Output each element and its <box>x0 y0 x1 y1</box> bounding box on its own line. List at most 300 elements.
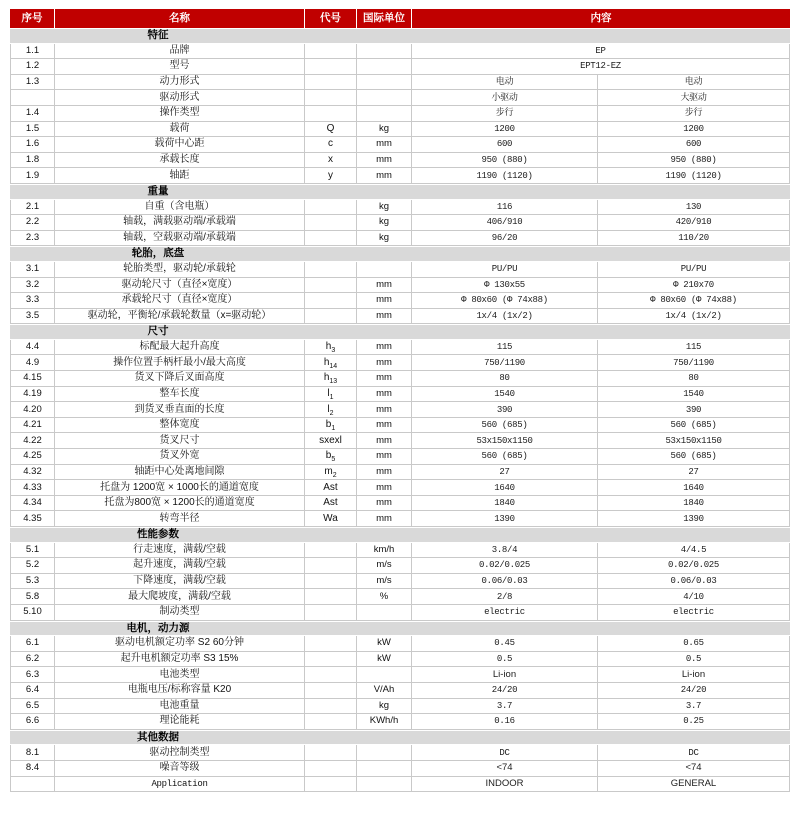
row-no: 4.9 <box>10 355 55 371</box>
section-row <box>10 28 790 44</box>
row-code-text: m <box>324 465 333 477</box>
section-title: 尺寸 <box>147 325 169 338</box>
table-row <box>10 90 790 106</box>
table-row <box>10 699 790 715</box>
row-code-text: sxexl <box>319 434 342 446</box>
row-code-subscript: 1 <box>329 393 334 401</box>
row-unit <box>357 605 412 621</box>
row-unit: mm <box>357 496 412 512</box>
row-no: 1.3 <box>10 75 55 91</box>
row-unit: mm <box>357 433 412 449</box>
row-unit <box>357 90 412 106</box>
row-code <box>305 543 357 559</box>
row-unit <box>357 777 412 793</box>
row-code <box>305 106 357 122</box>
row-unit: mm <box>357 387 412 403</box>
section-row <box>10 246 790 262</box>
row-code <box>305 714 357 730</box>
table-row <box>10 683 790 699</box>
row-no: 1.9 <box>10 168 55 184</box>
row-value-2: 大驱动 <box>598 90 790 106</box>
section-header-cell <box>10 730 790 746</box>
row-name: 承载长度 <box>55 153 305 169</box>
row-code <box>305 200 357 216</box>
row-value-1: 0.5 <box>412 652 598 668</box>
row-name: 最大爬坡度，满载/空载 <box>55 589 305 605</box>
table-row <box>10 496 790 512</box>
row-code-text: h <box>323 372 330 384</box>
row-no: 1.2 <box>10 59 55 75</box>
row-name: 电池类型 <box>55 667 305 683</box>
row-name: 驱动控制类型 <box>55 745 305 761</box>
section-header-cell <box>10 527 790 543</box>
row-no: 4.34 <box>10 496 55 512</box>
row-name: 电池重量 <box>55 699 305 715</box>
row-unit: kg <box>357 699 412 715</box>
row-value-1: 600 <box>412 137 598 153</box>
row-name: 托盘为 1200宽 × 1000长的通道宽度 <box>55 480 305 496</box>
row-no: 8.1 <box>10 745 55 761</box>
row-no: 2.1 <box>10 200 55 216</box>
row-name: 操作位置手柄杆最小/最大高度 <box>55 355 305 371</box>
row-unit: mm <box>357 168 412 184</box>
row-value-1: 3.8/4 <box>412 543 598 559</box>
row-no: 3.2 <box>10 278 55 294</box>
row-code <box>305 636 357 652</box>
row-no: 6.2 <box>10 652 55 668</box>
row-unit: mm <box>357 418 412 434</box>
row-code <box>305 75 357 91</box>
row-name: 载荷 <box>55 122 305 138</box>
row-code-subscript: 5 <box>331 456 336 464</box>
table-row <box>10 231 790 247</box>
row-code <box>305 340 357 356</box>
row-code <box>305 355 357 371</box>
row-name: 轴距 <box>55 168 305 184</box>
row-value-2: 步行 <box>598 106 790 122</box>
row-no: 1.8 <box>10 153 55 169</box>
row-value-1: 750/1190 <box>412 355 598 371</box>
row-code <box>305 558 357 574</box>
row-no <box>10 90 55 106</box>
row-code <box>305 122 357 138</box>
row-no <box>10 777 55 793</box>
row-unit: kg <box>357 231 412 247</box>
row-value-2: 电动 <box>598 75 790 91</box>
row-value-2: Li-ion <box>598 667 790 683</box>
table-row <box>10 652 790 668</box>
section-row <box>10 730 790 746</box>
row-value-1: 1390 <box>412 511 598 527</box>
row-code-text: c <box>328 138 333 150</box>
row-code <box>305 667 357 683</box>
row-value-2: 0.06/0.03 <box>598 574 790 590</box>
table-row <box>10 106 790 122</box>
table-row <box>10 777 790 793</box>
row-value-2: 560 (685) <box>598 449 790 465</box>
row-no: 6.5 <box>10 699 55 715</box>
row-value-2: 4/4.5 <box>598 543 790 559</box>
table-row <box>10 558 790 574</box>
table-row <box>10 340 790 356</box>
row-value-1: <74 <box>412 761 598 777</box>
row-value-2: 600 <box>598 137 790 153</box>
row-name: Application <box>55 777 305 793</box>
row-no: 6.4 <box>10 683 55 699</box>
row-value-2: 1200 <box>598 122 790 138</box>
row-code-text: h <box>325 341 332 353</box>
row-unit <box>357 761 412 777</box>
row-value-1: 24/20 <box>412 683 598 699</box>
row-code <box>305 480 357 496</box>
row-code-text: Ast <box>323 481 338 493</box>
row-name: 到货叉垂直面的长度 <box>55 402 305 418</box>
row-value-span: EPT12-EZ <box>412 59 790 75</box>
row-value-2: 110/20 <box>598 231 790 247</box>
row-value-1: 电动 <box>412 75 598 91</box>
row-name: 下降速度，满载/空载 <box>55 574 305 590</box>
row-value-1: Φ 80x60 (Φ 74x88) <box>412 293 598 309</box>
row-value-1: 116 <box>412 200 598 216</box>
row-unit: kg <box>357 122 412 138</box>
row-value-1: 27 <box>412 465 598 481</box>
row-name: 货叉尺寸 <box>55 433 305 449</box>
row-unit: kW <box>357 652 412 668</box>
row-value-2: 3.7 <box>598 699 790 715</box>
row-name: 轴载，空载驱动端/承载端 <box>55 231 305 247</box>
table-row <box>10 480 790 496</box>
row-unit: mm <box>357 293 412 309</box>
row-no: 6.1 <box>10 636 55 652</box>
row-unit: kg <box>357 215 412 231</box>
row-code <box>305 699 357 715</box>
row-value-2: 115 <box>598 340 790 356</box>
row-name: 起升速度，满载/空载 <box>55 558 305 574</box>
row-value-1: 0.06/0.03 <box>412 574 598 590</box>
row-no: 4.22 <box>10 433 55 449</box>
row-no: 4.32 <box>10 465 55 481</box>
section-title: 轮胎，底盘 <box>131 247 185 260</box>
row-value-2: 420/910 <box>598 215 790 231</box>
row-code <box>305 231 357 247</box>
row-value-1: PU/PU <box>412 262 598 278</box>
row-no: 5.2 <box>10 558 55 574</box>
row-code <box>305 433 357 449</box>
row-code <box>305 574 357 590</box>
row-unit: mm <box>357 153 412 169</box>
row-value-1: 115 <box>412 340 598 356</box>
row-value-2: Φ 210x70 <box>598 278 790 294</box>
section-row <box>10 184 790 200</box>
row-code <box>305 449 357 465</box>
row-name: 货叉下降后叉面高度 <box>55 371 305 387</box>
row-unit: m/s <box>357 574 412 590</box>
row-no: 4.4 <box>10 340 55 356</box>
row-value-2: 560 (685) <box>598 418 790 434</box>
table-row <box>10 589 790 605</box>
row-value-2: 0.25 <box>598 714 790 730</box>
row-value-2: 27 <box>598 465 790 481</box>
row-no: 6.3 <box>10 667 55 683</box>
row-value-1: 53x150x1150 <box>412 433 598 449</box>
table-row <box>10 137 790 153</box>
table-row <box>10 309 790 325</box>
table-row <box>10 122 790 138</box>
row-name: 动力形式 <box>55 75 305 91</box>
row-name: 标配最大起升高度 <box>55 340 305 356</box>
row-value-1: 0.02/0.025 <box>412 558 598 574</box>
row-name: 转弯半径 <box>55 511 305 527</box>
row-unit: mm <box>357 449 412 465</box>
row-value-2: 1840 <box>598 496 790 512</box>
row-name: 轴距中心处离地间隙 <box>55 465 305 481</box>
row-value-2: 4/10 <box>598 589 790 605</box>
table-row <box>10 278 790 294</box>
section-title: 性能参数 <box>137 528 179 540</box>
spec-table-body <box>10 28 790 792</box>
row-no: 1.6 <box>10 137 55 153</box>
table-row <box>10 667 790 683</box>
column-header-code: 代号 <box>305 9 357 28</box>
row-unit: km/h <box>357 543 412 559</box>
row-value-2: 24/20 <box>598 683 790 699</box>
row-code-text: l <box>327 387 330 399</box>
row-unit: m/s <box>357 558 412 574</box>
row-no: 3.3 <box>10 293 55 309</box>
row-code <box>305 309 357 325</box>
row-code-text: b <box>325 419 332 431</box>
row-value-2: DC <box>598 745 790 761</box>
row-code-subscript: 13 <box>329 378 338 386</box>
table-row <box>10 262 790 278</box>
row-code <box>305 683 357 699</box>
row-value-2: 1540 <box>598 387 790 403</box>
row-value-2: 1190 (1120) <box>598 168 790 184</box>
row-value-1: 1840 <box>412 496 598 512</box>
row-no: 4.19 <box>10 387 55 403</box>
row-value-2: 1390 <box>598 511 790 527</box>
row-code <box>305 589 357 605</box>
row-no: 4.25 <box>10 449 55 465</box>
row-no: 4.35 <box>10 511 55 527</box>
row-value-span: EP <box>412 44 790 60</box>
row-code-subscript: 3 <box>331 347 336 355</box>
row-unit: KWh/h <box>357 714 412 730</box>
row-unit: mm <box>357 465 412 481</box>
row-value-2: 130 <box>598 200 790 216</box>
row-value-1: 0.16 <box>412 714 598 730</box>
row-value-1: 1640 <box>412 480 598 496</box>
table-row <box>10 745 790 761</box>
row-code-subscript: 14 <box>329 362 338 370</box>
row-code <box>305 418 357 434</box>
row-value-1: 80 <box>412 371 598 387</box>
row-name: 制动类型 <box>55 605 305 621</box>
row-value-1: 390 <box>412 402 598 418</box>
row-value-1: 560 (685) <box>412 449 598 465</box>
table-row <box>10 59 790 75</box>
row-no: 8.4 <box>10 761 55 777</box>
row-no: 4.33 <box>10 480 55 496</box>
row-code <box>305 44 357 60</box>
row-name: 驱动电机额定功率 S2 60分钟 <box>55 636 305 652</box>
row-code <box>305 278 357 294</box>
row-unit: mm <box>357 278 412 294</box>
row-code-text: Wa <box>323 512 338 524</box>
row-value-2: 80 <box>598 371 790 387</box>
row-value-1: 1200 <box>412 122 598 138</box>
column-header-content: 内容 <box>412 9 790 28</box>
row-code <box>305 605 357 621</box>
section-header-cell <box>10 324 790 340</box>
column-header-name: 名称 <box>55 9 305 28</box>
column-header-no: 序号 <box>10 9 55 28</box>
row-value-1: INDOOR <box>412 777 598 793</box>
row-name: 驱动轮尺寸（直径×宽度） <box>55 278 305 294</box>
row-value-1: DC <box>412 745 598 761</box>
table-row <box>10 371 790 387</box>
row-no: 5.3 <box>10 574 55 590</box>
table-row <box>10 543 790 559</box>
row-code-text: Ast <box>323 497 338 509</box>
table-row <box>10 215 790 231</box>
row-unit <box>357 667 412 683</box>
row-value-1: 560 (685) <box>412 418 598 434</box>
row-code <box>305 465 357 481</box>
row-no: 1.1 <box>10 44 55 60</box>
row-unit: mm <box>357 402 412 418</box>
row-name: 托盘为800宽 × 1200长的通道宽度 <box>55 496 305 512</box>
row-name: 品牌 <box>55 44 305 60</box>
table-row <box>10 605 790 621</box>
row-unit: kg <box>357 200 412 216</box>
row-value-1: 步行 <box>412 106 598 122</box>
table-row <box>10 714 790 730</box>
table-header-row <box>10 9 790 28</box>
table-row <box>10 574 790 590</box>
table-row <box>10 355 790 371</box>
row-value-1: Li-ion <box>412 667 598 683</box>
row-code <box>305 137 357 153</box>
row-value-1: 406/910 <box>412 215 598 231</box>
row-value-2: GENERAL <box>598 777 790 793</box>
section-title: 特征 <box>147 29 169 41</box>
row-no: 6.6 <box>10 714 55 730</box>
row-value-1: Φ 130x55 <box>412 278 598 294</box>
row-code <box>305 402 357 418</box>
row-unit <box>357 59 412 75</box>
row-name: 驱动轮，平衡轮/承载轮数量（x=驱动轮） <box>55 309 305 325</box>
row-value-1: 小驱动 <box>412 90 598 106</box>
row-unit: mm <box>357 355 412 371</box>
row-code <box>305 511 357 527</box>
table-row <box>10 153 790 169</box>
row-no: 4.15 <box>10 371 55 387</box>
row-name: 理论能耗 <box>55 714 305 730</box>
section-header-cell <box>10 28 790 44</box>
row-unit: V/Ah <box>357 683 412 699</box>
table-row <box>10 44 790 60</box>
row-code <box>305 496 357 512</box>
row-value-1: 1540 <box>412 387 598 403</box>
section-title: 其他数据 <box>137 730 179 743</box>
row-unit: % <box>357 589 412 605</box>
row-value-2: 1640 <box>598 480 790 496</box>
spec-sheet <box>10 9 790 792</box>
row-code-text: h <box>323 356 330 368</box>
row-code-text: y <box>328 169 333 181</box>
row-code <box>305 652 357 668</box>
table-row <box>10 200 790 216</box>
row-code-text: l <box>327 403 330 415</box>
row-value-1: 3.7 <box>412 699 598 715</box>
row-no: 5.1 <box>10 543 55 559</box>
row-value-1: 1x/4 (1x/2) <box>412 309 598 325</box>
row-name: 噪音等级 <box>55 761 305 777</box>
spec-table <box>10 9 790 792</box>
table-row <box>10 511 790 527</box>
section-header-cell <box>10 246 790 262</box>
row-unit: kW <box>357 636 412 652</box>
row-code <box>305 387 357 403</box>
row-no: 2.2 <box>10 215 55 231</box>
row-value-1: 1190 (1120) <box>412 168 598 184</box>
row-code <box>305 262 357 278</box>
row-value-1: 950 (880) <box>412 153 598 169</box>
row-name: 行走速度，满载/空载 <box>55 543 305 559</box>
table-row <box>10 449 790 465</box>
row-value-1: 2/8 <box>412 589 598 605</box>
row-name: 承载轮尺寸（直径×宽度） <box>55 293 305 309</box>
row-no: 4.21 <box>10 418 55 434</box>
row-name: 整车长度 <box>55 387 305 403</box>
row-unit: mm <box>357 480 412 496</box>
row-unit: mm <box>357 511 412 527</box>
row-value-1: 0.45 <box>412 636 598 652</box>
row-value-2: 950 (880) <box>598 153 790 169</box>
row-unit <box>357 262 412 278</box>
row-code-subscript: 2 <box>329 409 334 417</box>
row-no: 3.5 <box>10 309 55 325</box>
section-row <box>10 621 790 637</box>
row-name: 轴载，满载驱动端/承载端 <box>55 215 305 231</box>
row-no: 2.3 <box>10 231 55 247</box>
table-row <box>10 465 790 481</box>
row-value-2: Φ 80x60 (Φ 74x88) <box>598 293 790 309</box>
row-value-2: 53x150x1150 <box>598 433 790 449</box>
row-code-subscript: 1 <box>331 425 336 433</box>
row-value-2: 0.02/0.025 <box>598 558 790 574</box>
row-name: 驱动形式 <box>55 90 305 106</box>
table-row <box>10 433 790 449</box>
row-name: 型号 <box>55 59 305 75</box>
row-unit: mm <box>357 137 412 153</box>
table-row <box>10 636 790 652</box>
row-code-text: b <box>325 450 332 462</box>
row-no: 5.8 <box>10 589 55 605</box>
row-code-text: Q <box>326 122 335 134</box>
row-code <box>305 59 357 75</box>
row-value-2: 0.5 <box>598 652 790 668</box>
row-name: 整体宽度 <box>55 418 305 434</box>
table-row <box>10 761 790 777</box>
section-header-cell <box>10 184 790 200</box>
row-name: 货叉外宽 <box>55 449 305 465</box>
row-value-2: 1x/4 (1x/2) <box>598 309 790 325</box>
row-value-1: electric <box>412 605 598 621</box>
row-value-2: electric <box>598 605 790 621</box>
table-row <box>10 168 790 184</box>
